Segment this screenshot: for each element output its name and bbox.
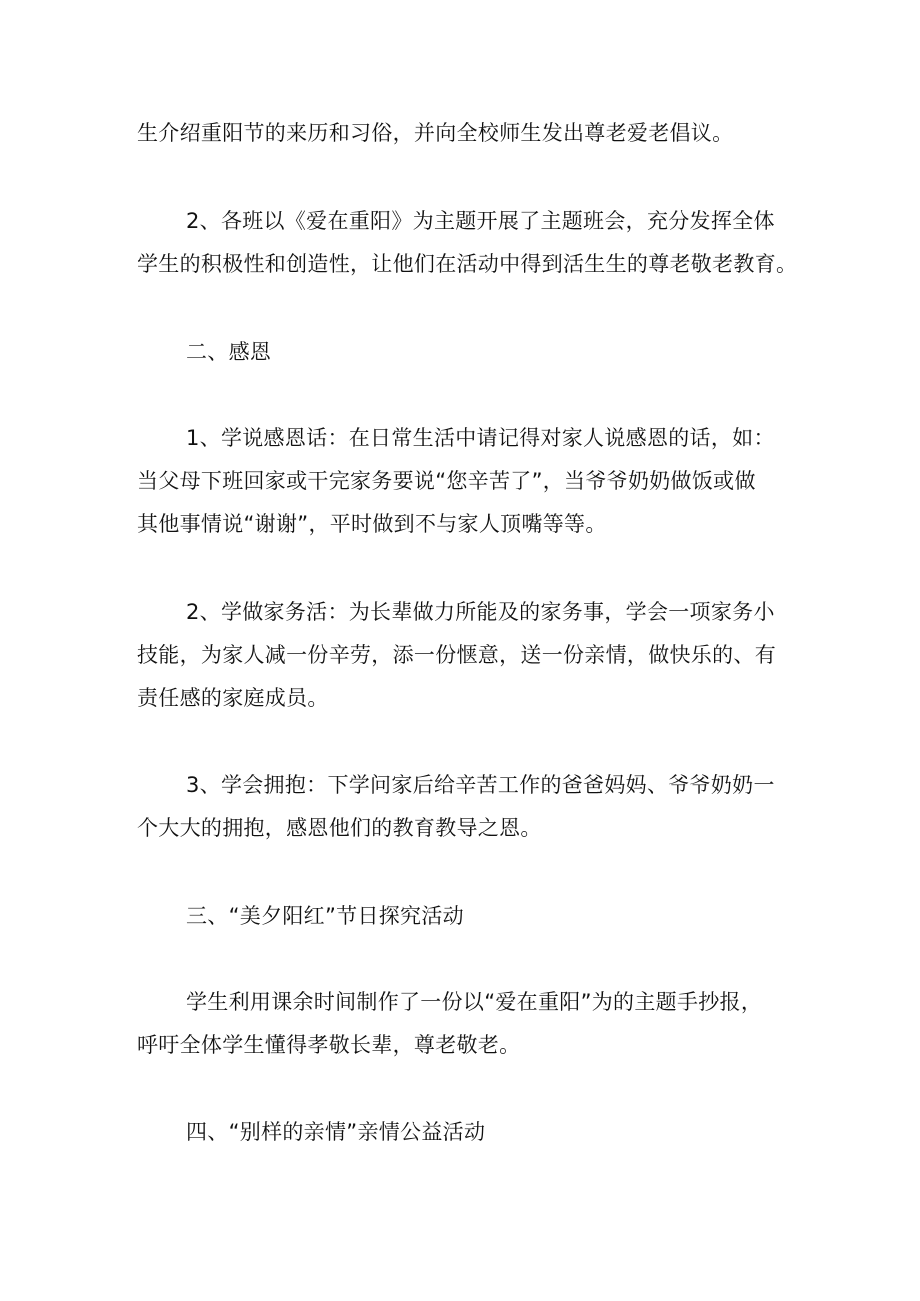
- text-line-7: 其他事情说“谢谢”，平时做到不与家人顶嘴等等。: [137, 512, 607, 536]
- text-line-14: 学生利用课余时间制作了一份以“爱在重阳”为的主题手抄报，: [186, 990, 763, 1014]
- text-line-5: 1、学说感恩话：在日常生活中请记得对家人说感恩的话，如：: [186, 426, 775, 450]
- text-line-3: 学生的积极性和创造性，让他们在活动中得到活生生的尊老敬老教育。: [137, 252, 798, 276]
- text-line-8: 2、学做家务活：为长辈做力所能及的家务事，学会一项家务小: [186, 600, 775, 624]
- text-line-6: 当父母下班回家或干完家务要说“您辛苦了”，当爷爷奶奶做饭或做: [137, 469, 756, 493]
- text-line-1: 生介绍重阳节的来历和习俗，并向全校师生发出尊老爱老倡议。: [137, 121, 734, 145]
- text-line-11: 3、学会拥抱：下学问家后给辛苦工作的爸爸妈妈、爷爷奶奶一: [186, 773, 775, 797]
- section-heading-gratitude: 二、感恩: [186, 340, 272, 364]
- text-line-10: 责任感的家庭成员。: [137, 686, 329, 710]
- text-line-12: 个大大的拥抱，感恩他们的教育教导之恩。: [137, 816, 542, 840]
- section-heading-public-welfare: 四、“别样的亲情”亲情公益活动: [186, 1120, 486, 1144]
- section-heading-sunset: 三、“美夕阳红”节日探究活动: [186, 904, 464, 928]
- text-line-15: 呼吁全体学生懂得孝敬长辈，尊老敬老。: [137, 1033, 521, 1057]
- text-line-2: 2、各班以《爱在重阳》为主题开展了主题班会，充分发挥全体: [186, 209, 775, 233]
- text-line-9: 技能，为家人减一份辛劳，添一份惬意，送一份亲情，做快乐的、有: [137, 643, 776, 667]
